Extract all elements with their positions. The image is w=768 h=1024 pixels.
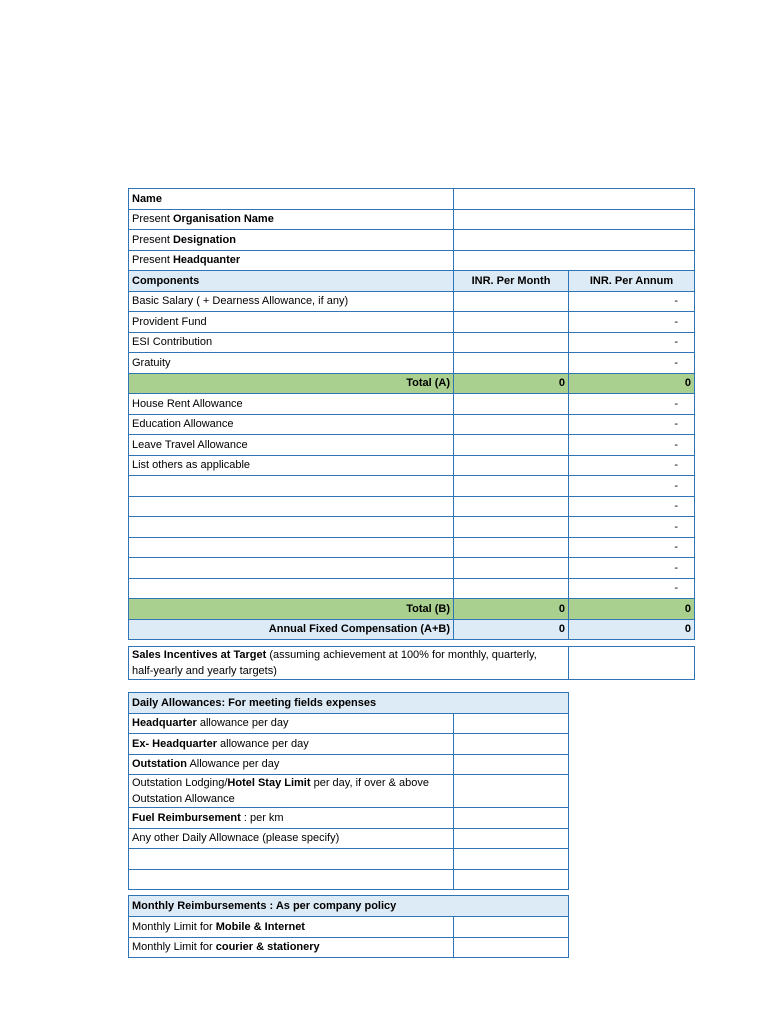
designation-row <box>129 230 695 251</box>
daily-allowances-title: Daily Allowances: For meeting fields expenses <box>129 693 569 714</box>
components-header <box>129 271 695 292</box>
annum-cell: - <box>569 312 695 333</box>
daily-allowances-table <box>128 692 569 890</box>
annum-cell: - <box>569 537 695 558</box>
row-label[interactable] <box>129 869 454 890</box>
row-label[interactable] <box>129 476 454 497</box>
sales-incentives-cell[interactable] <box>569 647 695 680</box>
table-row <box>129 455 695 476</box>
row-label: Fuel Reimbursement : per km <box>129 808 454 829</box>
month-cell[interactable] <box>454 537 569 558</box>
table-row <box>129 435 695 456</box>
components-label: Components <box>129 271 454 292</box>
annum-cell: - <box>569 435 695 456</box>
month-cell[interactable] <box>454 394 569 415</box>
table-row <box>129 828 569 849</box>
month-cell[interactable] <box>454 353 569 374</box>
month-cell[interactable] <box>454 476 569 497</box>
table-row <box>129 937 569 958</box>
row-label[interactable] <box>129 849 454 870</box>
table-row <box>129 353 695 374</box>
total-a-month: 0 <box>454 373 569 394</box>
annual-fixed-annum: 0 <box>569 619 695 640</box>
row-label: List others as applicable <box>129 455 454 476</box>
table-row <box>129 775 569 808</box>
row-label[interactable] <box>129 558 454 579</box>
table-row <box>129 558 695 579</box>
annual-fixed-row <box>129 619 695 640</box>
month-cell[interactable] <box>454 558 569 579</box>
month-cell[interactable] <box>454 332 569 353</box>
table-row <box>129 332 695 353</box>
row-label: Leave Travel Allowance <box>129 435 454 456</box>
table-row <box>129 578 695 599</box>
table-row <box>129 537 695 558</box>
name-row <box>129 189 695 210</box>
row-label: House Rent Allowance <box>129 394 454 415</box>
annum-cell: - <box>569 414 695 435</box>
name-cell[interactable] <box>454 189 695 210</box>
annum-cell: - <box>569 517 695 538</box>
annum-cell: - <box>569 455 695 476</box>
col-annum-header: INR. Per Annum <box>569 271 695 292</box>
month-cell[interactable] <box>454 578 569 599</box>
table-row <box>129 808 569 829</box>
total-b-month: 0 <box>454 599 569 620</box>
table-row <box>129 734 569 755</box>
row-label: Outstation Lodging/Hotel Stay Limit per day, if over & above Outstation Allowance <box>129 775 454 808</box>
annual-fixed-month: 0 <box>454 619 569 640</box>
row-label[interactable] <box>129 578 454 599</box>
row-label: Headquarter allowance per day <box>129 713 454 734</box>
month-cell[interactable] <box>454 517 569 538</box>
table-row <box>129 394 695 415</box>
month-cell[interactable] <box>454 312 569 333</box>
table-row <box>129 476 695 497</box>
total-b-annum: 0 <box>569 599 695 620</box>
row-label: Education Allowance <box>129 414 454 435</box>
table-row <box>129 754 569 775</box>
row-label: Monthly Limit for Mobile & Internet <box>129 917 454 938</box>
total-a-label: Total (A) <box>129 373 454 394</box>
table-row <box>129 849 569 870</box>
row-label: Ex- Headquarter allowance per day <box>129 734 454 755</box>
annum-cell: - <box>569 353 695 374</box>
table-row <box>129 869 569 890</box>
monthly-reimbursements-title: Monthly Reimbursements : As per company policy <box>129 896 569 917</box>
row-label: Outstation Allowance per day <box>129 754 454 775</box>
organisation-label: Present Organisation Name <box>129 209 454 230</box>
annum-cell: - <box>569 496 695 517</box>
value-cell[interactable] <box>454 713 569 734</box>
annum-cell: - <box>569 476 695 497</box>
month-cell[interactable] <box>454 455 569 476</box>
table-row <box>129 713 569 734</box>
annual-fixed-label: Annual Fixed Compensation (A+B) <box>129 619 454 640</box>
row-label[interactable] <box>129 537 454 558</box>
annum-cell: - <box>569 332 695 353</box>
monthly-reimbursements-header <box>129 896 569 917</box>
value-cell[interactable] <box>454 869 569 890</box>
value-cell[interactable] <box>454 917 569 938</box>
month-cell[interactable] <box>454 291 569 312</box>
total-a-annum: 0 <box>569 373 695 394</box>
headquarter-row <box>129 250 695 271</box>
month-cell[interactable] <box>454 435 569 456</box>
daily-allowances-header <box>129 693 569 714</box>
annum-cell: - <box>569 558 695 579</box>
headquarter-cell[interactable] <box>454 250 695 271</box>
headquarter-label: Present Headquanter <box>129 250 454 271</box>
table-row <box>129 496 695 517</box>
value-cell[interactable] <box>454 849 569 870</box>
sales-incentives-label: Sales Incentives at Target (assuming achievement at 100% for monthly, quarterly, half-yearly and yearly targets) <box>129 647 569 680</box>
annum-cell: - <box>569 394 695 415</box>
annum-cell: - <box>569 291 695 312</box>
organisation-row <box>129 209 695 230</box>
table-row <box>129 414 695 435</box>
total-a-row <box>129 373 695 394</box>
row-label: Basic Salary ( + Dearness Allowance, if any) <box>129 291 454 312</box>
value-cell[interactable] <box>454 734 569 755</box>
month-cell[interactable] <box>454 496 569 517</box>
value-cell[interactable] <box>454 937 569 958</box>
col-month-header: INR. Per Month <box>454 271 569 292</box>
row-label: Any other Daily Allownace (please specify) <box>129 828 454 849</box>
value-cell[interactable] <box>454 754 569 775</box>
compensation-table <box>128 188 695 640</box>
annum-cell: - <box>569 578 695 599</box>
name-label: Name <box>129 189 454 210</box>
row-label: Provident Fund <box>129 312 454 333</box>
value-cell[interactable] <box>454 828 569 849</box>
organisation-cell[interactable] <box>454 209 695 230</box>
table-row <box>129 291 695 312</box>
row-label: ESI Contribution <box>129 332 454 353</box>
row-label[interactable] <box>129 517 454 538</box>
total-b-row <box>129 599 695 620</box>
sales-incentives-row <box>129 647 695 680</box>
row-label[interactable] <box>129 496 454 517</box>
designation-label: Present Designation <box>129 230 454 251</box>
monthly-reimbursements-table <box>128 895 569 958</box>
total-b-label: Total (B) <box>129 599 454 620</box>
row-label: Monthly Limit for courier & stationery <box>129 937 454 958</box>
value-cell[interactable] <box>454 808 569 829</box>
value-cell[interactable] <box>454 775 569 808</box>
row-label: Gratuity <box>129 353 454 374</box>
table-row <box>129 312 695 333</box>
month-cell[interactable] <box>454 414 569 435</box>
sales-incentives-table <box>128 646 695 680</box>
table-row <box>129 917 569 938</box>
designation-cell[interactable] <box>454 230 695 251</box>
table-row <box>129 517 695 538</box>
